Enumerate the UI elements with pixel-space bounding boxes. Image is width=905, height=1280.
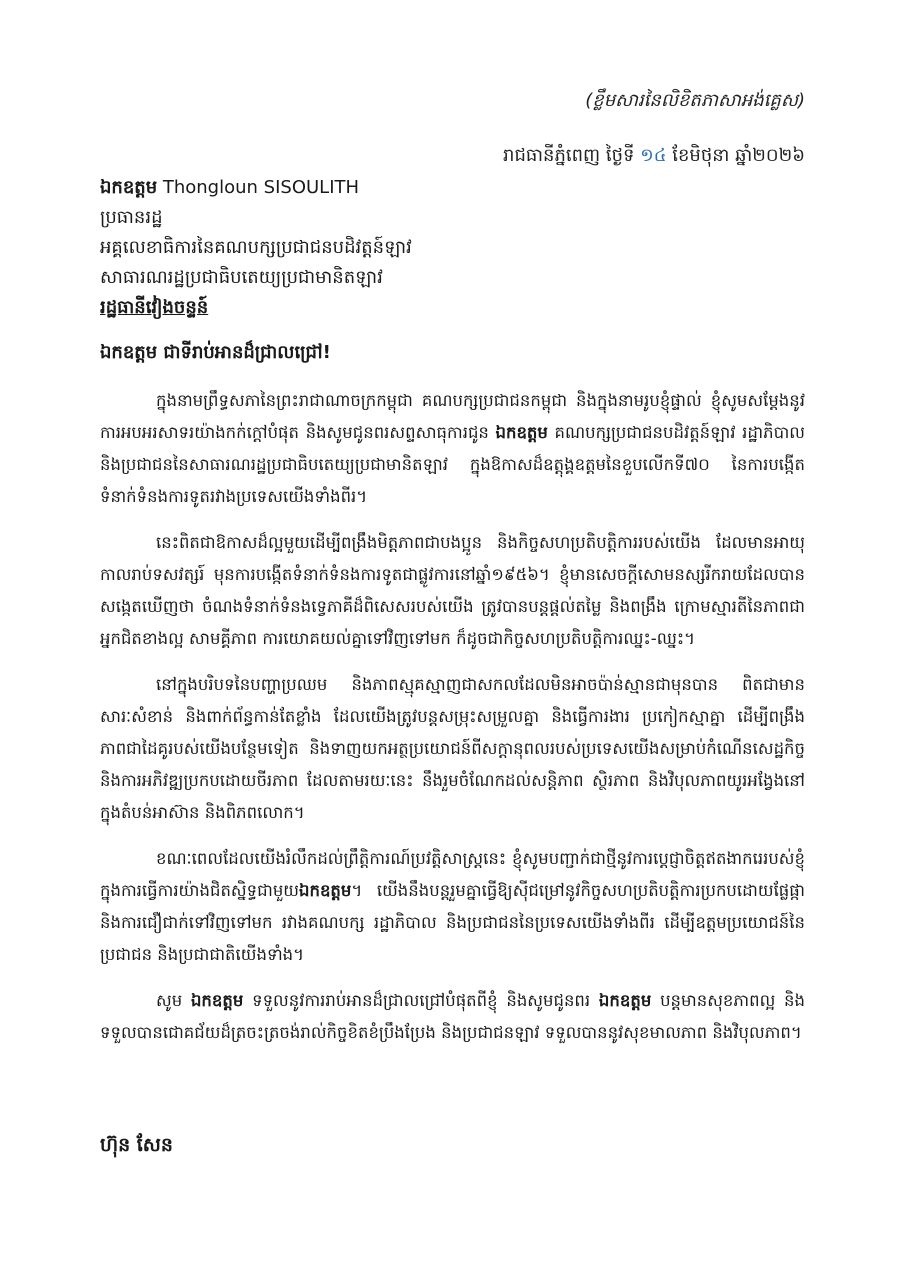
paragraph-5 [100, 985, 805, 1049]
paragraph-5-text-a: សូម [156, 991, 191, 1010]
recipient-name-line [100, 173, 800, 203]
date-suffix: ខែមិថុនា ឆ្នាំ២០២៦ [666, 145, 805, 166]
recipient-city: រដ្ឋធានីវៀងចន្ទន៍ [100, 297, 209, 318]
paragraph-4-text-b: ។ យើងនឹងបន្តរួមគ្នាធ្វើឱ្យស៊ីជម្រៅនូវកិច្ចសហប្រតិបត្តិការប្រកបដោយផ្លែផ្កា និងការជឿជាក់ទៅវិញទៅមក រវាងគណបក្ស រដ្ឋាភិបាល និងប្រជាជននៃប្រទេសយើងទាំងពីរ ដើម្បីឧត្តមប្រយោជន៍នៃប្រជាជន និងប្រជាជាតិយើងទាំង។ [100, 881, 805, 964]
recipient-title-1: ប្រធានរដ្ឋ [100, 207, 163, 228]
letter-body [100, 385, 805, 1063]
recipient-name: Thongloun SISOULITH [157, 177, 360, 198]
paragraph-4 [100, 843, 805, 971]
salutation: ឯកឧត្តម ជាទីរាប់អានដ៏ជ្រាលជ្រៅ! [100, 342, 331, 363]
paragraph-4-text-a: ខណៈពេលដែលយើងរំលឹកដល់ព្រឹត្តិការណ៍ប្រវត្តិសាស្ត្រនេះ ខ្ញុំសូមបញ្ជាក់ជាថ្មីនូវការប្តេជ្ញាចិត្តឥតងាករេរបស់ខ្ញុំក្នុងការធ្វើការយ៉ាងជិតស្និទ្ធជាមួយ [100, 849, 805, 900]
paragraph-1-text-a: ក្នុងនាមព្រឹទ្ធសភានៃព្រះរាជាណាចក្រកម្ពុជា គណបក្សប្រជាជនកម្ពុជា និងក្នុងនាមរូបខ្ញុំផ្ទាល់ ខ្ញុំសូមសម្តែងនូវការអបអរសាទរយ៉ាងកក់ក្តៅបំផុត និងសូមជូនពរសព្ទសាធុការជូន [100, 391, 805, 442]
paragraph-5-highlight-2: ឯកឧត្តម [598, 991, 652, 1010]
paragraph-1 [100, 385, 805, 513]
date-day: ១៤ [640, 145, 667, 166]
recipient-block [100, 173, 800, 323]
signature: ហ៊ុន សែន [100, 1134, 173, 1156]
paragraph-5-text-b: ទទួលនូវការរាប់អានដ៏ជ្រាលជ្រៅបំផុតពីខ្ញុំ និងសូមជូនពរ [243, 991, 599, 1010]
date-prefix: រាជធានីភ្នំពេញ ថ្ងៃទី [503, 145, 641, 166]
recipient-title-3: សាធារណរដ្ឋប្រជាធិបតេយ្យប្រជាមានិតឡាវ [100, 267, 383, 288]
paragraph-3: នៅក្នុងបរិបទនៃបញ្ហាប្រឈម និងភាពស្មុគស្មាញជាសកលដែលមិនអាចប៉ាន់ស្មានជាមុនបាន ពិតជាមានសារៈសំខាន់ និងពាក់ព័ន្ធកាន់តែខ្លាំង ដែលយើងត្រូវបន្តសម្រុះសម្រួលគ្នា និងធ្វើការងារ ប្រកៀកស្មាគ្នា ដើម្បីពង្រឹងភាពជាដៃគូរបស់យើងបន្ថែមទៀត និងទាញយកអត្ថប្រយោជន៍ពីសក្តានុពលរបស់ប្រទេសយើងសម្រាប់កំណើនសេដ្ឋកិច្ច និងការអភិវឌ្ឍប្រកបដោយចីរភាព ដែលតាមរយៈនេះ នឹងរួមចំណែកដល់សន្តិភាព ស្ថិរភាព និងវិបុលភាពយូរអង្វែងនៅក្នុងតំបន់អាស៊ាន និងពិភពលោក។ [100, 675, 805, 822]
paragraph-1-text-b: គណបក្សប្រជាជនបដិវត្តន៍ឡាវ រដ្ឋាភិបាល និងប្រជាជននៃសាធារណរដ្ឋប្រជាធិបតេយ្យប្រជាមានិតឡាវ ក្នុងឱកាសដ៏ឧត្តុង្គឧត្តមនៃខួបលើកទី៧០ នៃការបង្កើតទំនាក់ទំនងការទូតរវាងប្រទេសយើងទាំងពីរ។ [100, 423, 805, 506]
date-line [503, 143, 805, 170]
paragraph-5-text-c: បន្តមានសុខភាពល្អ និងទទួលបានជោគជ័យដ៏ត្រចះត្រចង់រាល់កិច្ចខិតខំប្រឹងប្រែង និងប្រជាជនឡាវ ទទួលបាននូវសុខមាលភាព និងវិបុលភាព។ [100, 991, 805, 1042]
paragraph-2: នេះពិតជាឱកាសដ៏ល្អមួយដើម្បីពង្រឹងមិត្តភាពជាបងប្អូន និងកិច្ចសហប្រតិបត្តិការរបស់យើង ដែលមានអាយុកាលរាប់ទសវត្សរ៍ មុនការបង្កើតទំនាក់ទំនងការទូតជាផ្លូវការនៅឆ្នាំ១៩៥៦។ ខ្ញុំមានសេចក្តីសោមនស្សរីករាយដែលបានសង្កេតឃើញថា ចំណងទំនាក់ទំនងទ្វេភាគីដ៏ពិសេសរបស់យើង ត្រូវបានបន្តផ្តល់តម្លៃ និងពង្រឹង ក្រោមស្មារតីនៃភាពជាអ្នកជិតខាងល្អ សាមគ្គីភាព ការយោគយល់គ្នាទៅវិញទៅមក ក៏ដូចជាកិច្ចសហប្រតិបត្តិការឈ្នះ-ឈ្នះ។ [100, 533, 805, 648]
paragraph-4-highlight: ឯកឧត្តម [299, 881, 352, 900]
translation-note: (ខ្លឹមសារនៃលិខិតភាសាអង់គ្លេស) [585, 90, 805, 111]
recipient-honorific: ឯកឧត្តម [100, 177, 158, 198]
paragraph-5-highlight-1: ឯកឧត្តម [190, 991, 244, 1010]
recipient-title-2: អគ្គលេខាធិការនៃគណបក្សប្រជាជនបដិវត្តន៍ឡាវ [100, 237, 412, 258]
paragraph-1-highlight: ឯកឧត្តម [495, 423, 548, 442]
